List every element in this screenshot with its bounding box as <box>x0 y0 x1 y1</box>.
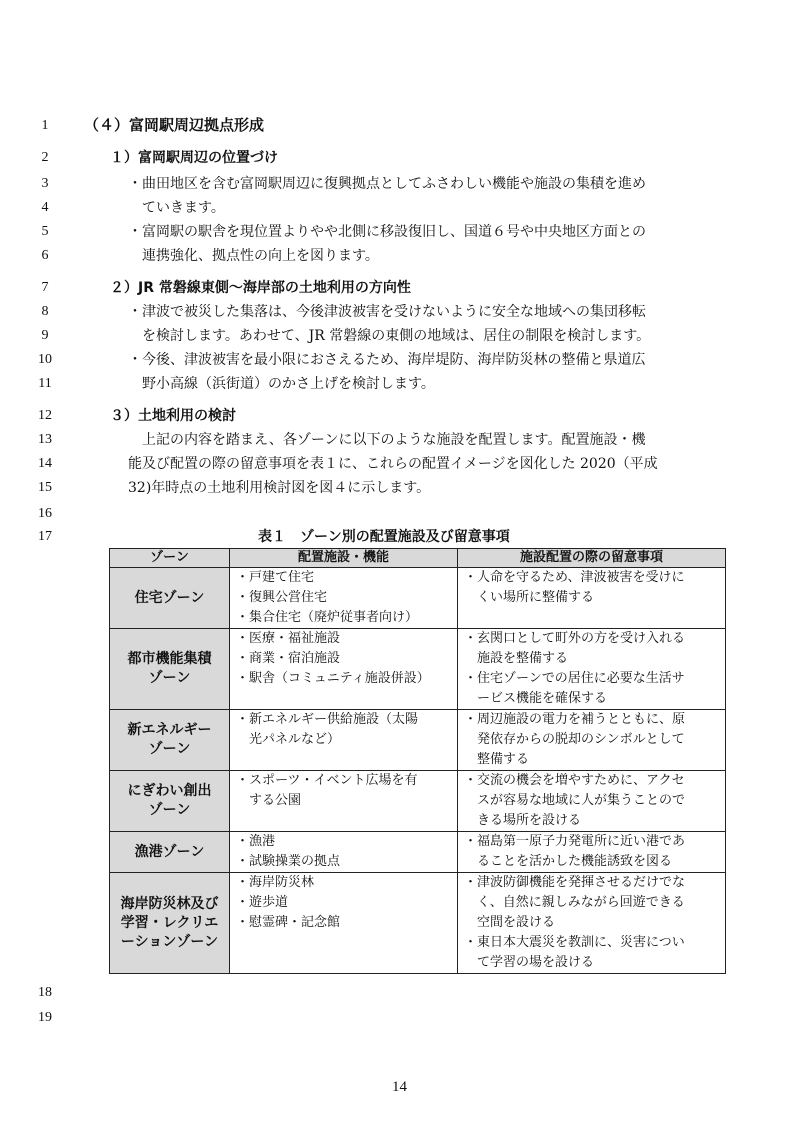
line-number: 7 <box>41 280 49 295</box>
facility-item: ・戸建て住宅 <box>236 570 315 585</box>
facilities-cell <box>230 873 458 974</box>
note-line: くい場所に整備する <box>464 590 595 605</box>
line-number: 11 <box>38 376 52 391</box>
note-line: 空間を設ける <box>464 915 556 930</box>
note-line: く、自然に親しみながら回遊できる <box>464 895 685 910</box>
facilities-cell <box>230 568 458 629</box>
table-row <box>110 771 726 832</box>
line-number: 8 <box>41 304 49 319</box>
line-number: 17 <box>38 529 52 544</box>
note-line: ・住宅ゾーンでの居住に必要な生活サ <box>464 671 685 686</box>
zone-name-line: ゾーン <box>148 670 191 686</box>
paragraph-line: 能及び配置の際の留意事項を表１に、これらの配置イメージを図化した 2020（平成 <box>128 456 658 472</box>
table-row <box>110 568 726 629</box>
line-number: 12 <box>38 408 52 423</box>
facility-item: ・慰霊碑・記念館 <box>236 915 341 930</box>
line-number: 16 <box>38 506 52 521</box>
facility-item: ・新エネルギー供給施設（太陽 <box>236 712 419 727</box>
notes-cell <box>458 629 726 710</box>
subsection-heading-2: ２）JR 常磐線東側～海岸部の土地利用の方向性 <box>110 280 411 296</box>
zone-name-line: ゾーン <box>148 741 191 757</box>
zone-name-line: 海岸防災林及び <box>120 895 219 912</box>
facility-item: 光パネルなど） <box>236 732 341 747</box>
subsection-heading-3: ３）土地利用の検討 <box>110 408 236 424</box>
table-row <box>110 832 726 873</box>
zone-name-line: 漁港ゾーン <box>134 843 205 860</box>
paragraph-line: 野小高線（浜街道）のかさ上げを検討します。 <box>142 376 435 392</box>
facility-item: する公園 <box>236 793 302 808</box>
note-line: ・玄関口として町外の方を受け入れる <box>464 631 686 646</box>
facility-item: ・試験操業の拠点 <box>236 854 341 869</box>
zone-name-cell <box>110 568 230 629</box>
table-row <box>110 873 726 974</box>
subsection-heading-1: １）富岡駅周辺の位置づけ <box>110 150 278 166</box>
zone-name-cell <box>110 771 230 832</box>
facility-item: ・医療・福祉施設 <box>236 631 341 646</box>
zone-name-cell <box>110 710 230 771</box>
paragraph-line: ・津波で被災した集落は、今後津波被害を受けないように安全な地域への集団移転 <box>128 304 646 320</box>
line-number: 3 <box>41 176 49 191</box>
notes-cell <box>458 832 726 873</box>
table-caption: 表１ ゾーン別の配置施設及び留意事項 <box>258 529 510 545</box>
line-number: 13 <box>38 432 52 447</box>
line-number: 1 <box>41 118 49 133</box>
page-number: 14 <box>392 1079 407 1095</box>
facility-item: ・海岸防災林 <box>236 875 315 890</box>
section-title: （４）富岡駅周辺拠点形成 <box>84 116 265 134</box>
paragraph-line: 上記の内容を踏まえ、各ゾーンに以下のような施設を配置します。配置施設・機 <box>142 432 646 448</box>
facility-item: ・商業・宿泊施設 <box>236 651 341 666</box>
note-line: ・福島第一原子力発電所に近い港であ <box>464 834 686 849</box>
facility-item: ・集合住宅（廃炉従事者向け） <box>236 610 419 625</box>
note-line: ービス機能を確保する <box>464 691 608 706</box>
paragraph-line: ・富岡駅の駅舎を現位置よりやや北側に移設復旧し、国道６号や中央地区方面との <box>128 224 646 240</box>
zone-name-line: ーションゾーン <box>120 933 219 950</box>
note-line: ・交流の機会を増やすために、アクセ <box>464 773 685 788</box>
zone-table <box>109 548 726 974</box>
facility-item: ・漁港 <box>236 834 276 849</box>
facility-item: ・復興公営住宅 <box>236 590 328 605</box>
line-number: 14 <box>38 456 52 471</box>
facilities-cell <box>230 629 458 710</box>
line-number: 18 <box>38 985 52 1000</box>
paragraph-line: 32)年時点の土地利用検討図を図４に示します。 <box>128 480 431 496</box>
facilities-cell <box>230 710 458 771</box>
notes-cell <box>458 771 726 832</box>
zone-name-cell <box>110 832 230 873</box>
note-line: スが容易な地域に人が集うことので <box>464 793 686 808</box>
paragraph-line: ・今後、津波被害を最小限におさえるため、海岸堤防、海岸防災林の整備と県道広 <box>128 352 646 368</box>
table-row <box>110 710 726 771</box>
paragraph-line: 連携強化、拠点性の向上を図ります。 <box>142 248 379 264</box>
note-line: 整備する <box>464 752 530 767</box>
line-number: 2 <box>41 150 49 165</box>
paragraph-line: を検討します。あわせて、JR 常磐線の東側の地域は、居住の制限を検討します。 <box>142 328 651 344</box>
zone-name-cell <box>110 873 230 974</box>
facility-item: ・駅舎（コミュニティ施設併設） <box>236 671 430 686</box>
note-line: ・東日本大震災を教訓に、災害につい <box>464 935 685 950</box>
line-number: 10 <box>38 352 52 367</box>
note-line: ・人命を守るため、津波被害を受けに <box>464 570 685 585</box>
line-number: 9 <box>41 328 49 343</box>
note-line: ることを活かした機能誘致を図る <box>464 854 673 869</box>
note-line: 発依存からの脱却のシンボルとして <box>464 732 685 747</box>
note-line: ・津波防御機能を発揮させるだけでな <box>464 875 686 890</box>
line-number: 19 <box>38 1010 52 1025</box>
zone-name-line: にぎわい創出 <box>127 783 212 799</box>
paragraph-line: ていきます。 <box>142 200 225 216</box>
table-row <box>110 629 726 710</box>
notes-cell <box>458 873 726 974</box>
zone-name-line: 住宅ゾーン <box>134 589 205 606</box>
column-header: ゾーン <box>110 549 230 568</box>
note-line: ・周辺施設の電力を補うとともに、原 <box>464 712 686 727</box>
facilities-cell <box>230 832 458 873</box>
zone-name-line: 都市機能集積 <box>127 651 212 667</box>
notes-cell <box>458 568 726 629</box>
facilities-cell <box>230 771 458 832</box>
column-header: 施設配置の際の留意事項 <box>458 549 726 568</box>
line-number: 4 <box>41 200 49 215</box>
line-number: 15 <box>38 480 52 495</box>
note-line: 施設を整備する <box>464 651 569 666</box>
note-line: きる場所を設ける <box>464 813 582 828</box>
column-header: 配置施設・機能 <box>230 549 458 568</box>
line-number: 6 <box>41 248 49 263</box>
zone-name-line: 新エネルギー <box>127 722 212 738</box>
table-header-row <box>110 549 726 568</box>
zone-name-line: 学習・レクリエ <box>120 914 219 931</box>
facility-item: ・スポーツ・イベント広場を有 <box>236 773 418 788</box>
paragraph-line: ・曲田地区を含む富岡駅周辺に復興拠点としてふさわしい機能や施設の集積を進め <box>128 176 646 192</box>
facility-item: ・遊歩道 <box>236 895 289 910</box>
zone-name-line: ゾーン <box>148 802 191 818</box>
line-number: 5 <box>41 224 49 239</box>
zone-name-cell <box>110 629 230 710</box>
note-line: て学習の場を設ける <box>464 955 595 970</box>
notes-cell <box>458 710 726 771</box>
